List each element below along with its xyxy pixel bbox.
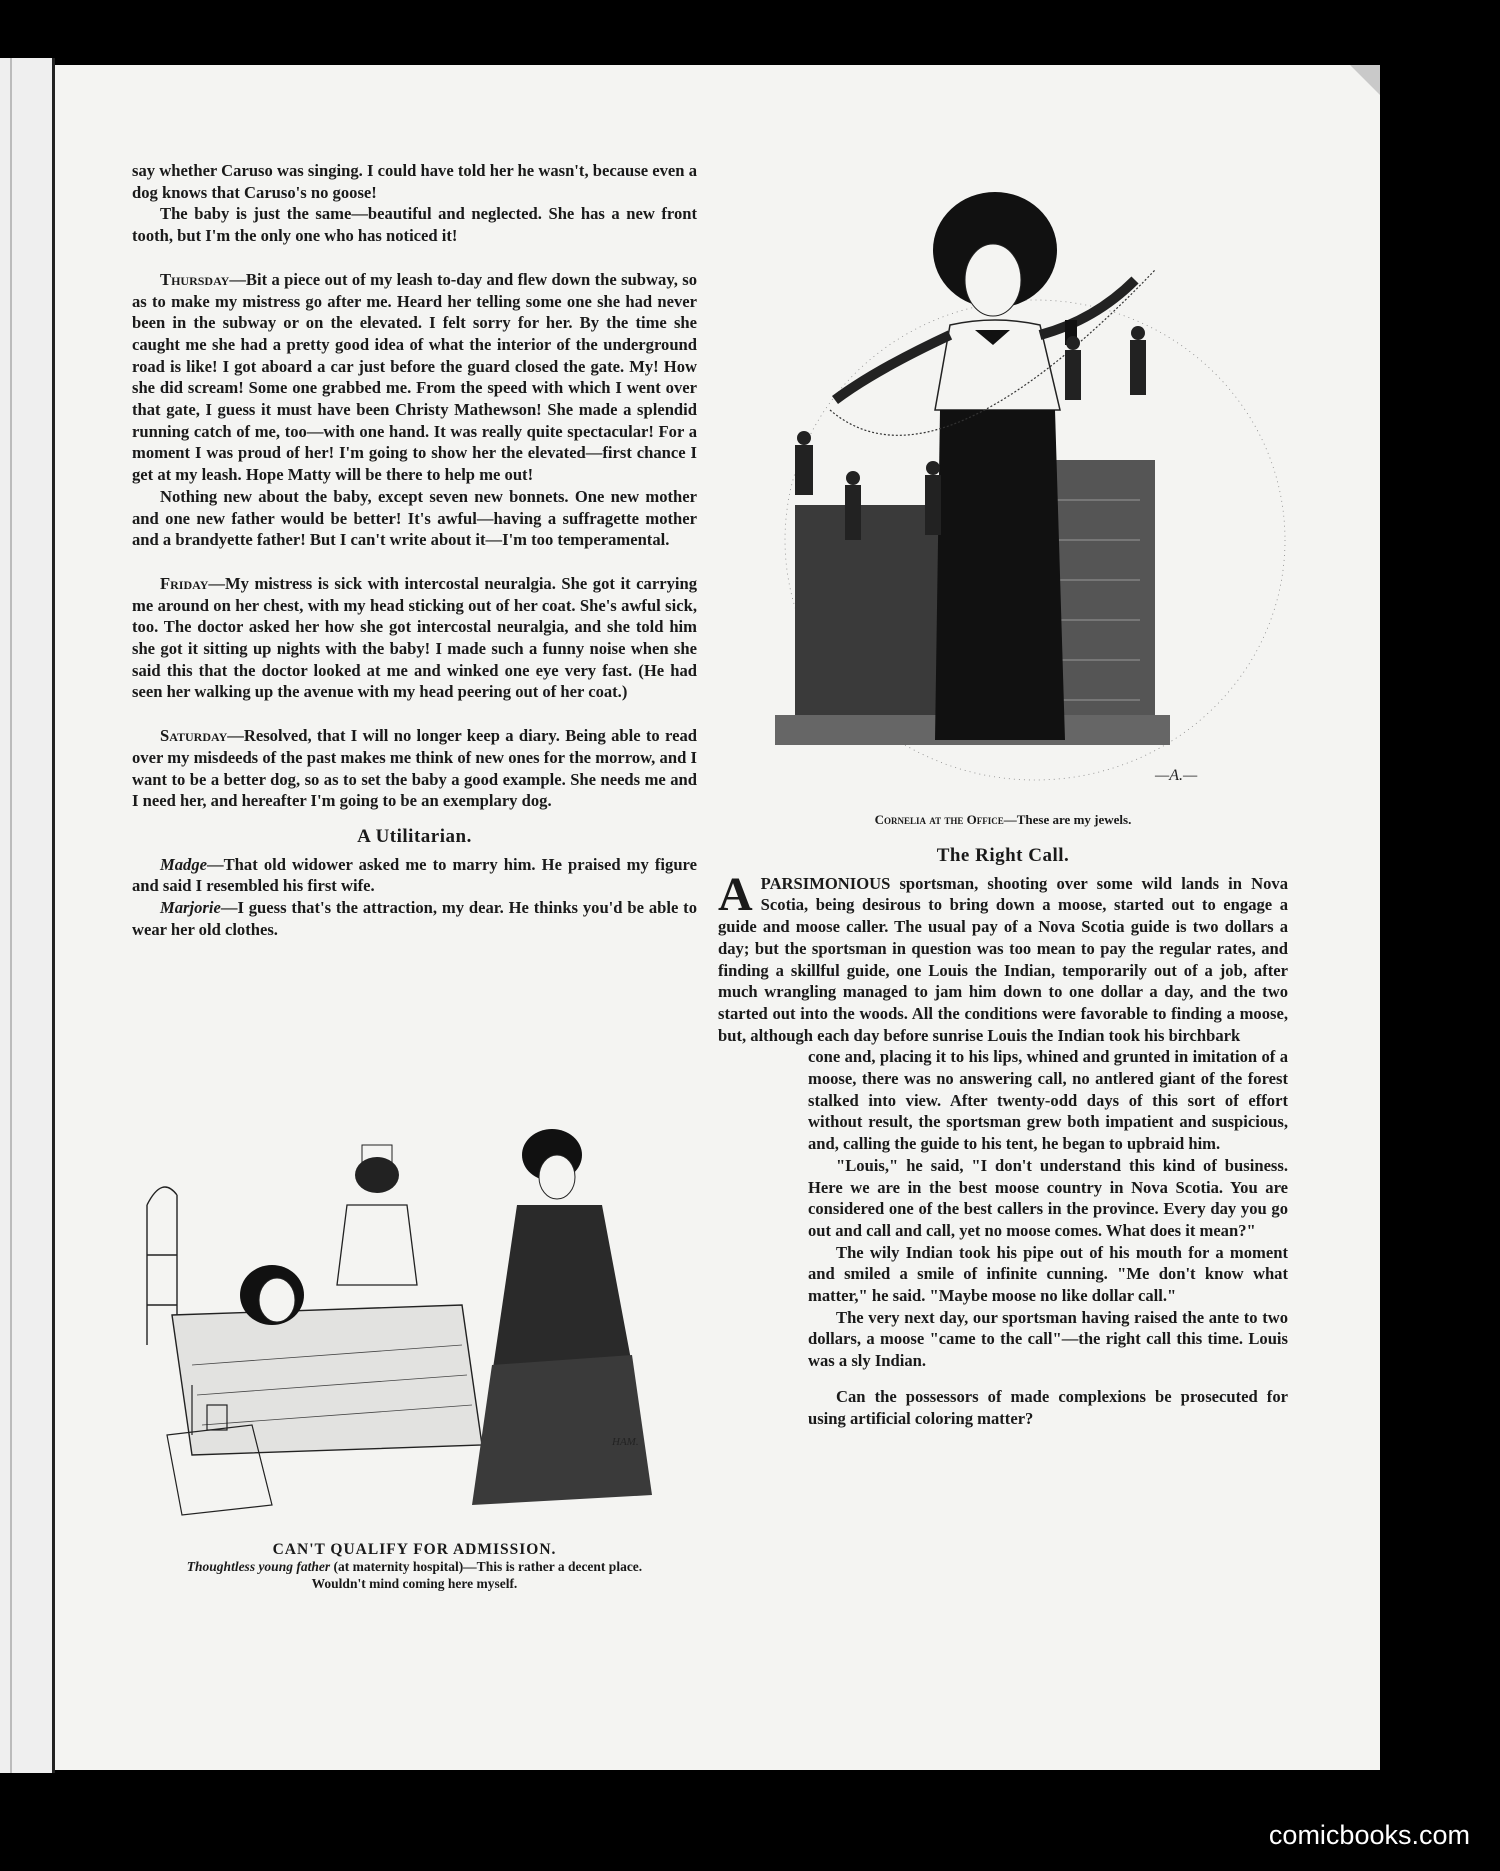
paragraph: The baby is just the same—beautiful and neglected. She has a new front tooth, but I'm the only one who has noticed it! bbox=[132, 204, 697, 246]
hospital-illustration bbox=[132, 1115, 697, 1535]
watermark: comicbooks.com bbox=[1268, 1820, 1470, 1850]
dialogue-text: —That old widower asked me to marry him. He praised my figure and said I resembled his first wife. bbox=[132, 854, 697, 896]
saturday-entry bbox=[132, 725, 697, 812]
paragraph: The wily Indian took his pipe out of his mouth for a moment and smiled a smile of infinite cunning. "Me don't know what matter," he said. "Maybe moose no like dollar call." bbox=[808, 1242, 1288, 1306]
section-heading: The Right Call. bbox=[936, 845, 1070, 866]
paragraph: Nothing new about the baby, except seven new bonnets. One new mother and one new father would be better! It's awful—having a suffragette mother and a brandyette father! But I can't write about it—I'm too temperamental. bbox=[132, 486, 697, 550]
top-illustration-caption bbox=[718, 812, 1288, 828]
left-page-edge bbox=[0, 58, 55, 1773]
magazine-page bbox=[55, 65, 1380, 1770]
paragraph-text: PARSIMONIOUS sportsman, shooting over some wild lands in Nova Scotia, being desirous to bring down a moose, started out to engage a guide and moose caller. The usual pay of a Nova Scotia guide is two dollars a day; but the sportsman in question was too mean to pay the regular rates, and finding a skillful guide, one Louis the Indian, temporarily out of a job, after much wrangling managed to jam him down to one dollar a day, and the two started out into the woods. All the conditions were favorable to finding a moose, but, although each day before sunrise Louis the Indian took his birchbark bbox=[718, 873, 1288, 1045]
caption-line: Wouldn't mind coming here myself. bbox=[311, 1576, 518, 1591]
speaker-name: Madge bbox=[160, 854, 208, 874]
drop-cap: A bbox=[718, 867, 753, 921]
paragraph: The very next day, our sportsman having raised the ante to two dollars, a moose "came to the call"—the right call this time. Louis was a sly Indian. bbox=[808, 1307, 1288, 1371]
day-label: Thursday bbox=[160, 269, 230, 289]
indented-text-block bbox=[718, 1046, 1288, 1429]
day-label: Saturday bbox=[160, 726, 228, 746]
entry-text: —Bit a piece out of my leash to-day and flew down the subway, so as to make my mistress go after me. Heard her telling some one she had never been in the subway or on the elevated. I felt sorry for her. By the time she caught me she had a pretty good idea of what the interior of the underground road is like! I got aboard a car just before the guard closed the gate. My! How she did scream! Some one grabbed me. From the speed with which I went over that gate, I guess it must have been Christy Mathewson! She made a splendid running catch of me, too—with one hand. It was really quite spectacular! For a moment I was proud of her! I'm going to show her the elevated—first chance I get at my leash. Hope Matty will be there to help me out! bbox=[132, 269, 697, 485]
paragraph: Can the possessors of made complexions be prosecuted for using artificial coloring matter? bbox=[808, 1386, 1288, 1428]
caption-title: CAN'T QUALIFY FOR ADMISSION. bbox=[272, 1541, 557, 1558]
caption-text: —These are my jewels. bbox=[1003, 812, 1132, 827]
paragraph: "Louis," he said, "I don't understand this kind of business. Here we are in the best moose country in Nova Scotia. You are considered one of the best callers in the province. Every day you go out and call and call, yet no moose comes. What does it mean?" bbox=[808, 1155, 1288, 1240]
friday-entry bbox=[132, 573, 697, 703]
paragraph: say whether Caruso was singing. I could have told her he wasn't, because even a dog knows that Caruso's no goose! bbox=[132, 161, 697, 202]
caption-speaker: Thoughtless young father bbox=[186, 1559, 331, 1574]
svg-text:—A.—: —A.— bbox=[1155, 767, 1198, 784]
dialogue-line bbox=[132, 897, 697, 940]
paragraph: cone and, placing it to his lips, whined and grunted in imitation of a moose, there was no answering call, no antlered giant of the forest stalked into view. After twenty-odd days of this sort of effort without result, the sportsman grew both impatient and suspicious, and, calling the guide to his tent, he began to upbraid him. bbox=[808, 1047, 1288, 1154]
entry-text: —My mistress is sick with intercostal neuralgia. She got it carrying me around on her chest, with my head sticking out of her coat. She's awful sick, too. The doctor asked her how she got intercostal neuralgia, and she told him she got it sitting up nights with the baby! I made such a funny noise when she said this that the doctor looked at me and winked one eye very fast. (He had seen her walking up the avenue with my head peering out of her coat.) bbox=[132, 573, 697, 702]
cornelia-illustration bbox=[735, 140, 1295, 805]
right-column bbox=[718, 845, 1288, 1429]
caption-label: Cornelia at the Office bbox=[874, 812, 1004, 827]
speaker-name: Marjorie bbox=[160, 898, 221, 918]
dialogue-line bbox=[132, 854, 697, 897]
thursday-entry bbox=[132, 269, 697, 486]
caption-text: (at maternity hospital)—This is rather a decent place. bbox=[330, 1559, 643, 1574]
spine-line bbox=[10, 58, 12, 1773]
bottom-illustration-caption bbox=[132, 1541, 697, 1592]
left-column bbox=[132, 160, 697, 941]
dialogue-text: —I guess that's the attraction, my dear. He thinks you'd be able to wear her old clothes. bbox=[132, 898, 697, 939]
caption-line bbox=[132, 1558, 697, 1575]
day-label: Friday bbox=[160, 573, 209, 593]
section-heading: A Utilitarian. bbox=[357, 825, 472, 847]
entry-text: —Resolved, that I will no longer keep a diary. Being able to read over my misdeeds of the past makes me think of new ones for the morrow, and I want to be a better dog, so as to set the baby a good example. She needs me and I need her, and hereafter I'm going to be an exemplary dog. bbox=[132, 726, 697, 811]
svg-text:HAM.: HAM. bbox=[612, 1436, 639, 1448]
paragraph bbox=[718, 867, 1288, 1047]
page-corner bbox=[1350, 65, 1380, 95]
